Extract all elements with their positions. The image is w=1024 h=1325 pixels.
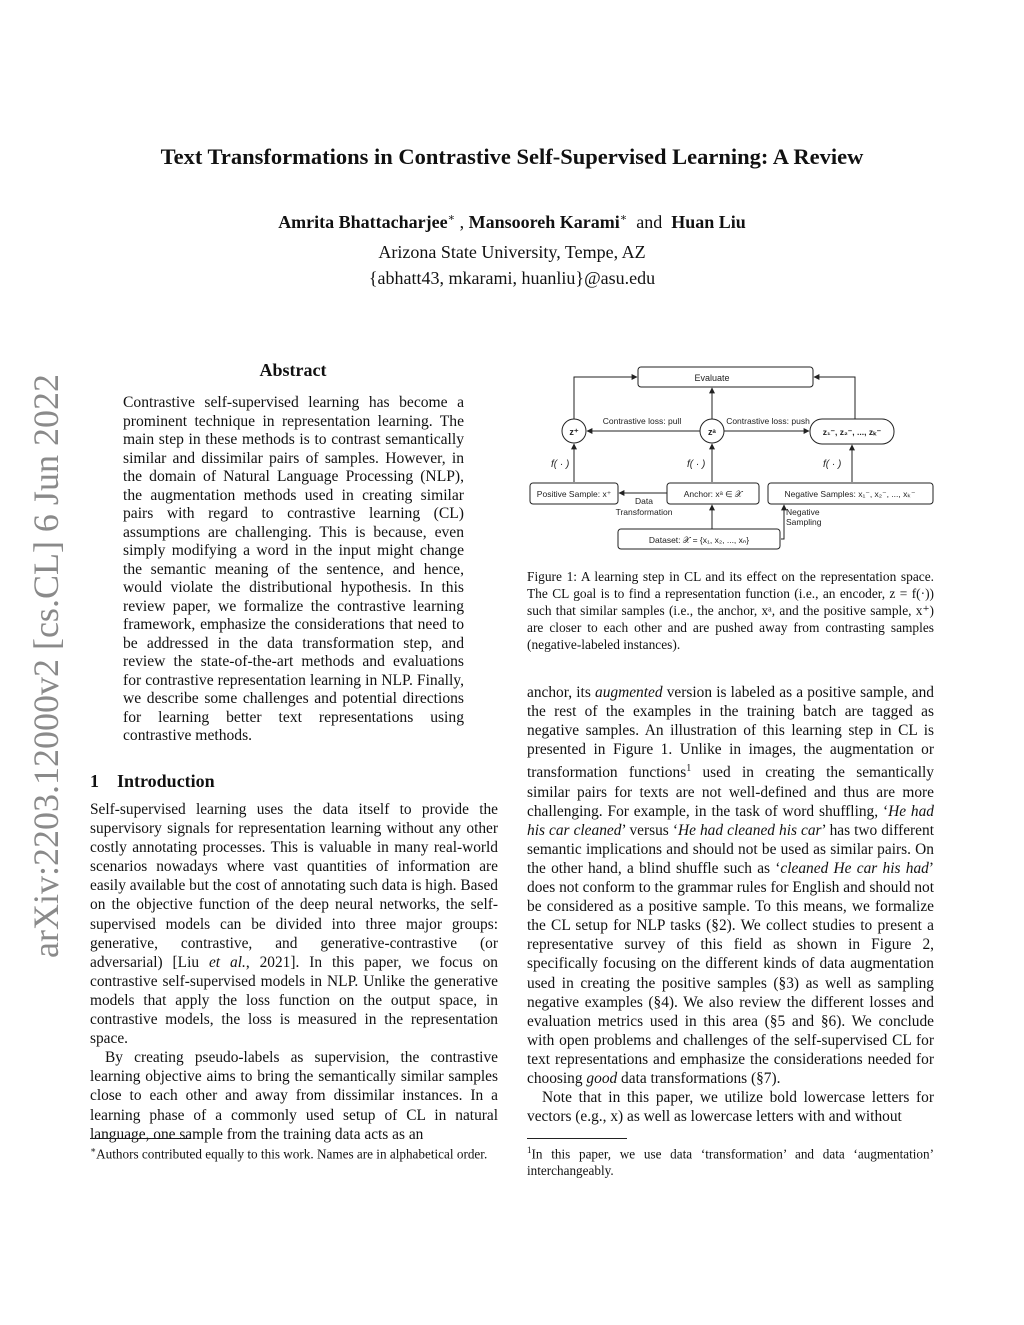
paper-title: Text Transformations in Contrastive Self-Supervised Learning: A Review: [160, 144, 864, 169]
author-3: Huan Liu: [671, 212, 746, 232]
pull-label: Contrastive loss: pull: [602, 416, 682, 426]
anchor-label: Anchor: xᵃ ∈ 𝒳: [683, 489, 743, 499]
author-2: Mansooreh Karami: [468, 212, 620, 232]
data-transformation-label-1: Data: [635, 496, 653, 506]
arxiv-identifier-stamp: [14, 370, 72, 960]
evaluate-label: Evaluate: [694, 373, 730, 383]
z-negative-label: z₁⁻, z₂⁻, ..., zₖ⁻: [822, 427, 882, 437]
intro-paragraph-2: By creating pseudo-labels as supervision, the contrastive learning objective aims to bring the semantically similar samples close to each other and away from dissimilar instances. In a learning phase of a commonly used setup of CL in natural language, one sample from the training data acts as an: [90, 1049, 498, 1143]
positive-sample-label: Positive Sample: x⁺: [536, 489, 612, 499]
abstract-heading: Abstract: [259, 360, 327, 380]
data-transformation-label-2: Transformation: [615, 507, 673, 517]
left-column-body: [90, 800, 498, 1144]
f-label-negative: f( · ): [823, 459, 842, 470]
f-label-positive: f( · ): [551, 459, 570, 470]
footnote-ref-1: 1: [686, 763, 692, 775]
arxiv-id-text: arXiv:2203.12000v2 [cs.CL] 6 Jun 2022: [26, 374, 66, 958]
footnote-transformation: $^1$In this paper, we use data ‘transformation’ and data ‘augmentation’ interchangeably.: [527, 1145, 934, 1179]
right-column-body: [527, 683, 934, 1126]
negative-samples-label: Negative Samples: x₁⁻, x₂⁻, ..., xₖ⁻: [784, 489, 916, 499]
section-heading-introduction: [90, 771, 215, 792]
author-list: [0, 211, 1024, 233]
figure-1-caption: Figure 1: A learning step in CL and its effect on the representation space. The CL goal is to find a representation function (i.e., an encoder, z = f(·)) such that similar samples (i.e., the anchor, xᵃ, and the positive sample, x⁺) are closer to each other and are pushed away from contrasting samples (negative-labeled instances).: [527, 569, 934, 652]
negative-sampling-label-1: Negative: [786, 507, 820, 517]
intro-paragraph-3: Note that in this paper, we utilize bold lowercase letters for vectors (e.g., x) as well as lowercase letters with and without: [527, 1089, 934, 1126]
equal-contrib-mark: ∗: [619, 212, 628, 224]
abstract-text: Contrastive self-supervised learning has become a prominent technique in representation learning. The main step in these methods is to contrast semantically similar and dissimilar pairs of samples. However, in the domain of Natural Language Processing (NLP), the augmentation methods used in creating similar pairs with regard to contrastive learning (CL) assumptions are challenging. This is because, even simply modifying a word in the input might change the semantic meaning of the sentence, and hence, would violate the distributional hypothesis. In this review paper, we formalize the contrastive learning framework, emphasize the considerations that need to be addressed in the data transformation step, and review the state-of-the-art methods and evaluations for contrastive representation learning in NLP. Finally, we describe some challenges and potential directions for learning better text representations using contrastive methods.: [123, 394, 464, 744]
equal-contrib-mark: ∗: [447, 212, 456, 224]
negative-sampling-label-2: Sampling: [786, 517, 822, 527]
footnote-rule-right: [527, 1138, 627, 1139]
arrow-zneg-to-evaluate: [814, 377, 855, 419]
affiliation: Arizona State University, Tempe, AZ: [378, 242, 646, 262]
author-and: and: [636, 212, 663, 232]
f-label-anchor: f( · ): [687, 459, 706, 470]
author-emails: {abhatt43, mkarami, huanliu}@asu.edu: [368, 268, 656, 288]
footnote-rule-left: [90, 1138, 190, 1139]
section-title: Introduction: [117, 771, 215, 791]
negative-sampling-arrow: [781, 505, 784, 539]
figure-1-diagram: [527, 362, 935, 562]
z-anchor-label: zᵃ: [708, 427, 716, 437]
dataset-label: Dataset: 𝒳 = {x₁, x₂, ..., xₙ}: [648, 535, 750, 545]
footnote-equal-contribution: ∗Authors contributed equally to this work. Names are in alphabetical order.: [90, 1145, 488, 1162]
section-number: 1: [90, 771, 99, 791]
intro-paragraph-1: Self-supervised learning uses the data itself to provide the supervisory signals for representation learning without any other costly annotating processes. This is valuable in many real-world scenarios nowadays where vast quantities of information are easily available but the cost of annotating such data is high. Based on the objective function of the deep neural networks, the self-supervised models can be divided into three major groups: generative, contrastive, and generative-contrastive (or adversarial) [Liu et al., 2021]. In this paper, we focus on contrastive self-supervised models in NLP. Unlike the generative models that apply the loss function on the output space, in contrastive models, the loss is measured in the representation space.: [90, 801, 498, 1048]
arrow-zplus-to-evaluate: [574, 377, 637, 419]
author-1: Amrita Bhattacharjee: [278, 212, 448, 232]
push-label: Contrastive loss: push: [726, 416, 810, 426]
z-plus-label: z⁺: [569, 427, 579, 437]
intro-paragraph-2-continued: anchor, its augmented version is labeled as a positive sample, and the rest of the examples in the training batch are tagged as negative samples. An illustration of this learning step in CL is presented in Figure 1. Unlike in images, the augmentation or transformation functions$^1$ used in creating the semantically similar pairs for texts are not well-defined and thus are more challenging. For example, in the task of word shuffling, ‘He had his car cleaned’ versus ‘He had cleaned his car’ has two different semantic implications and should not be used as similar pairs. On the other hand, a blind shuffle such as ‘cleaned He car his had’ does not conform to the grammar rules for English and should not be considered as a positive sample. To this means, we formalize the CL setup for NLP tasks (§2). We collect studies to present a representative survey of this field as shown in Figure 2, specifically focusing on the different kinds of data augmentation used in creating the positive samples (§3) as well as sampling negative examples (§4). We also review the different losses and evaluation metrics used in this area (§5 and §6). We conclude with open problems and challenges of the self-supervised CL for text representations and emphasize the considerations needed for choosing good data transformations (§7).: [527, 684, 934, 1087]
author-separator: ,: [459, 212, 465, 232]
